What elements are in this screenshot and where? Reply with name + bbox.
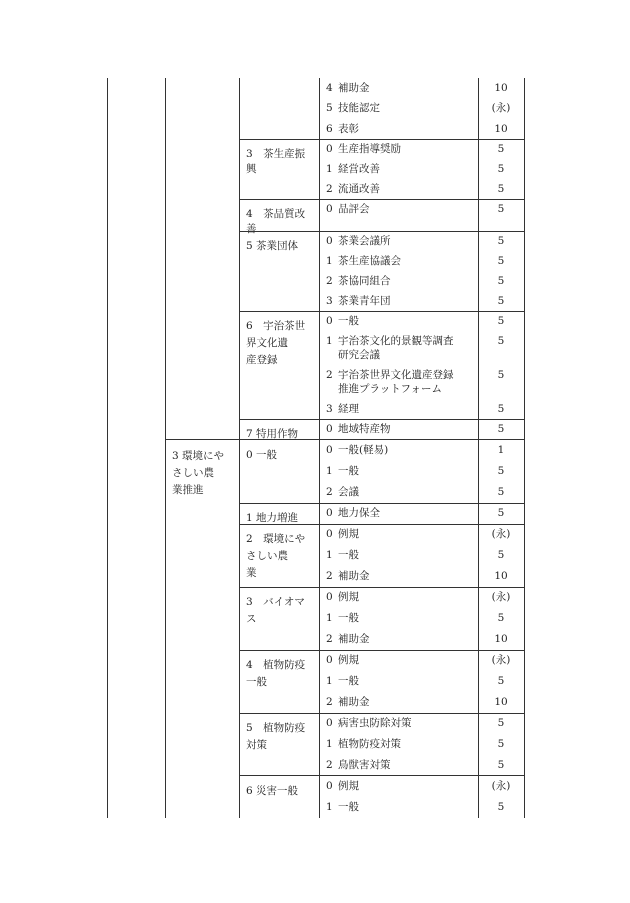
group-label: 7 特用作物	[246, 428, 299, 440]
group-rule	[239, 524, 524, 525]
item-code: 6	[326, 123, 333, 135]
group-label: 善	[246, 223, 257, 235]
retention-period: 5	[497, 335, 505, 347]
group-label: 産登録	[246, 354, 278, 366]
retention-period: (永)	[491, 528, 511, 540]
group-label: ス	[246, 613, 257, 625]
retention-period: 5	[497, 507, 505, 519]
retention-period: 5	[497, 203, 505, 215]
group-label: 4 茶品質改	[246, 208, 306, 220]
retention-period: (永)	[491, 654, 511, 666]
retention-period: 10	[494, 696, 508, 708]
item-name: 会議	[338, 486, 359, 498]
column-rule-c6	[524, 78, 525, 818]
item-name: 宇治茶世界文化遺産登録	[338, 369, 454, 381]
item-code: 1	[326, 738, 333, 750]
group-label: 6 災害一般	[246, 785, 299, 797]
column-rule-c2	[165, 78, 166, 818]
retention-period: (永)	[491, 591, 511, 603]
item-code: 1	[326, 335, 333, 347]
retention-period: (永)	[491, 102, 511, 114]
item-name: 一般	[338, 549, 359, 561]
item-name: 流通改善	[338, 183, 380, 195]
item-name: 一般	[338, 465, 359, 477]
item-code: 1	[326, 465, 333, 477]
group-label: 4 植物防疫	[246, 659, 306, 671]
retention-period: 5	[497, 295, 505, 307]
item-code: 2	[326, 633, 333, 645]
item-code: 0	[326, 203, 333, 215]
retention-period: 5	[497, 369, 505, 381]
retention-period: 5	[497, 315, 505, 327]
group-rule	[239, 139, 524, 140]
retention-period: 5	[497, 801, 505, 813]
item-code: 0	[326, 444, 333, 456]
retention-period: 5	[497, 235, 505, 247]
group-rule	[239, 199, 524, 200]
column-rule-c3	[239, 78, 240, 818]
group-label: 界文化遺	[246, 337, 288, 349]
group-label: 6 宇治茶世	[246, 320, 306, 332]
item-code: 2	[326, 570, 333, 582]
item-code: 0	[326, 528, 333, 540]
retention-period: 5	[497, 163, 505, 175]
item-code: 0	[326, 591, 333, 603]
item-name: 茶生産協議会	[338, 255, 401, 267]
item-name: 鳥獣害対策	[338, 759, 391, 771]
group-rule	[239, 587, 524, 588]
group-rule	[239, 775, 524, 776]
retention-period: (永)	[491, 780, 511, 792]
retention-period: 5	[497, 738, 505, 750]
item-code: 0	[326, 235, 333, 247]
item-name: 経営改善	[338, 163, 380, 175]
item-name: 地域特産物	[338, 423, 391, 435]
item-name: 表彰	[338, 123, 359, 135]
item-name: 例規	[338, 780, 359, 792]
group-label: 3 茶生産振	[246, 148, 306, 160]
item-name: 宇治茶文化的景観等調査	[338, 335, 454, 347]
group-label: 1 地力増進	[246, 512, 299, 524]
item-name: 研究会議	[338, 349, 380, 361]
item-name: 例規	[338, 528, 359, 540]
item-name: 例規	[338, 591, 359, 603]
retention-period: 10	[494, 82, 508, 94]
group-label: 3 バイオマ	[246, 596, 305, 608]
item-code: 1	[326, 675, 333, 687]
subcategory-label: 3 環境にや	[172, 450, 225, 462]
item-name: 経理	[338, 403, 359, 415]
group-label: 一般	[246, 676, 267, 688]
item-name: 一般	[338, 315, 359, 327]
item-code: 0	[326, 423, 333, 435]
item-code: 0	[326, 717, 333, 729]
retention-period: 1	[497, 444, 505, 456]
item-code: 1	[326, 801, 333, 813]
subcategory-label: さしい農	[172, 467, 214, 479]
item-code: 2	[326, 486, 333, 498]
retention-period: 5	[497, 675, 505, 687]
item-code: 2	[326, 275, 333, 287]
column-rule-c4	[319, 78, 320, 818]
item-name: 補助金	[338, 633, 370, 645]
group-rule	[239, 231, 524, 232]
retention-period: 5	[497, 759, 505, 771]
group-label: さしい農	[246, 550, 288, 562]
group-label: 興	[246, 163, 257, 175]
item-code: 0	[326, 507, 333, 519]
retention-period: 5	[497, 275, 505, 287]
item-name: 例規	[338, 654, 359, 666]
retention-period: 5	[497, 612, 505, 624]
item-code: 1	[326, 612, 333, 624]
group-label: 業	[246, 567, 257, 579]
group-rule	[239, 650, 524, 651]
group-label: 5 茶業団体	[246, 240, 299, 252]
item-name: 茶協同組合	[338, 275, 391, 287]
retention-period: 5	[497, 143, 505, 155]
item-code: 3	[326, 403, 333, 415]
group-label: 0 一般	[246, 449, 278, 461]
item-code: 0	[326, 654, 333, 666]
item-name: 技能認定	[338, 102, 380, 114]
retention-period: 5	[497, 486, 505, 498]
item-code: 0	[326, 315, 333, 327]
item-name: 生産指導奨励	[338, 143, 401, 155]
item-code: 4	[326, 82, 333, 94]
item-name: 一般	[338, 675, 359, 687]
retention-period: 5	[497, 255, 505, 267]
group-rule	[239, 419, 524, 420]
item-name: 地力保全	[338, 507, 380, 519]
item-name: 一般	[338, 612, 359, 624]
item-code: 3	[326, 295, 333, 307]
item-code: 2	[326, 369, 333, 381]
item-code: 5	[326, 102, 333, 114]
group-label: 対策	[246, 739, 267, 751]
group-rule	[239, 311, 524, 312]
item-name: 補助金	[338, 82, 370, 94]
item-name: 一般(軽易)	[338, 444, 389, 456]
item-name: 推進プラットフォーム	[338, 383, 442, 395]
retention-period: 5	[497, 549, 505, 561]
retention-period: 10	[494, 633, 508, 645]
group-rule	[239, 713, 524, 714]
group-label: 2 環境にや	[246, 533, 306, 545]
item-name: 植物防疫対策	[338, 738, 401, 750]
retention-period: 10	[494, 570, 508, 582]
item-name: 茶業会議所	[338, 235, 391, 247]
retention-period: 10	[494, 123, 508, 135]
retention-period: 5	[497, 423, 505, 435]
subcategory-rule	[165, 439, 524, 440]
item-code: 2	[326, 759, 333, 771]
item-code: 1	[326, 163, 333, 175]
subcategory-label: 業推進	[172, 484, 204, 496]
item-name: 病害虫防除対策	[338, 717, 412, 729]
retention-period: 5	[497, 717, 505, 729]
item-code: 1	[326, 255, 333, 267]
item-name: 茶業青年団	[338, 295, 391, 307]
item-code: 0	[326, 780, 333, 792]
item-name: 一般	[338, 801, 359, 813]
column-rule-c1	[107, 78, 108, 818]
group-label: 5 植物防疫	[246, 722, 306, 734]
item-code: 2	[326, 696, 333, 708]
item-name: 補助金	[338, 570, 370, 582]
retention-period: 5	[497, 465, 505, 477]
retention-period: 5	[497, 403, 505, 415]
item-name: 品評会	[338, 203, 370, 215]
retention-period: 5	[497, 183, 505, 195]
item-code: 0	[326, 143, 333, 155]
item-code: 2	[326, 183, 333, 195]
item-code: 1	[326, 549, 333, 561]
item-name: 補助金	[338, 696, 370, 708]
group-rule	[239, 503, 524, 504]
